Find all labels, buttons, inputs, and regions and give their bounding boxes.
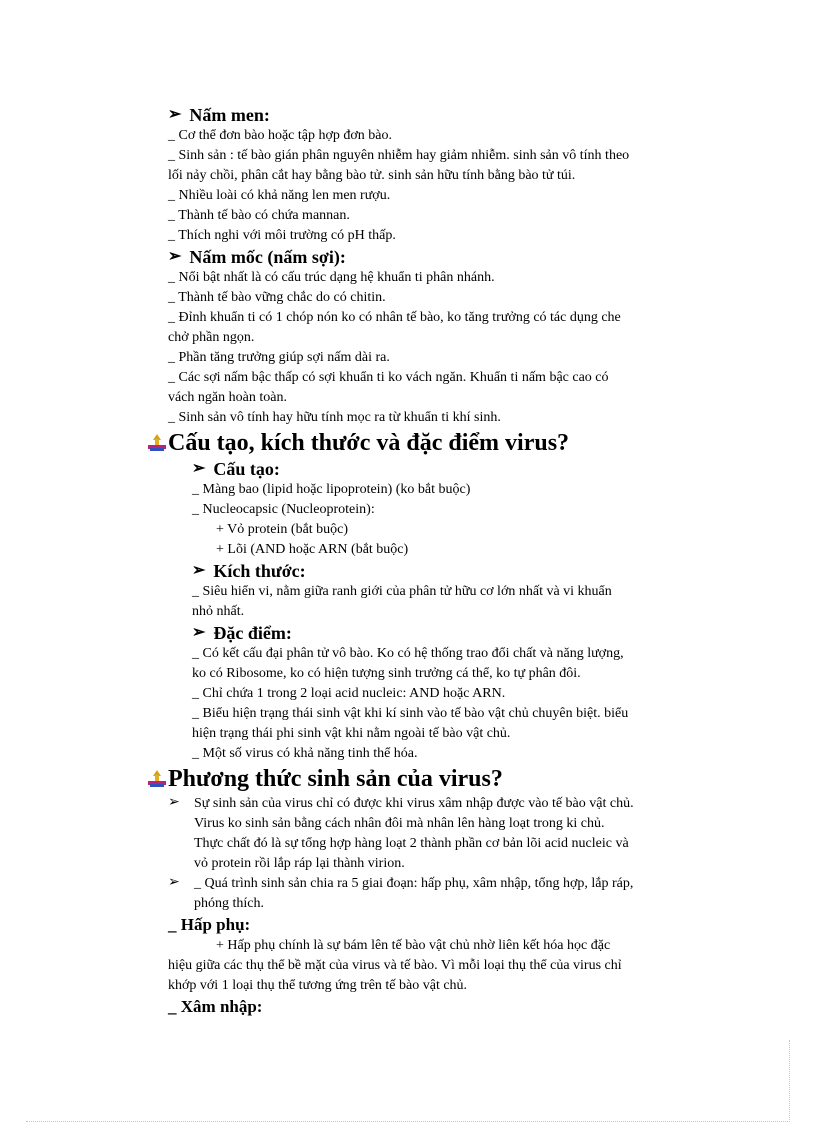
text-line: _ Nhiều loài có khả năng len men rượu.	[168, 188, 391, 203]
text-line: _ Thích nghi với môi trường có pH thấp.	[168, 228, 396, 243]
page-edge-line	[789, 1040, 790, 1122]
section-heading-yeast	[168, 104, 698, 126]
subsection-heading-structure	[192, 458, 698, 480]
text-line: Thực chất đó là sự tổng hợp hàng loạt 2 thành phần cơ bản lõi acid nucleic và	[194, 836, 629, 851]
text-line: khớp với 1 loại thụ thể tương ứng trên tế bào vật chủ.	[168, 978, 468, 993]
text-line: _ Thành tế bào có chứa mannan.	[168, 208, 350, 223]
section-heading-virus-structure	[146, 428, 698, 458]
text-line: chở phần ngọn.	[168, 330, 255, 345]
section-heading-mold	[168, 246, 698, 268]
text-line: _ Siêu hiển vi, nằm giữa ranh giới của phân tử hữu cơ lớn nhất và vi khuẩn	[192, 584, 612, 599]
text-line: _ Sinh sản vô tính hay hữu tính mọc ra từ khuẩn ti khí sinh.	[168, 410, 501, 425]
arrow-bullet-icon: ➢	[168, 248, 182, 265]
text-line: _ Nucleocapsic (Nucleoprotein):	[192, 502, 375, 517]
arrow-bullet-icon: ➢	[168, 875, 180, 890]
pushpin-bullet-icon	[146, 432, 168, 454]
text-line: hiện trạng thái phi sinh vật khi nằm ngoài tế bào vật chủ.	[192, 726, 511, 741]
text-line: _ Có kết cấu đại phân tử vô bào. Ko có hệ thống trao đổi chất và năng lượng,	[192, 646, 624, 661]
text-line: _ Đỉnh khuẩn ti có 1 chóp nón ko có nhân tế bào, ko tăng trưởng có tác dụng che	[168, 310, 621, 325]
arrow-bullet-icon: ➢	[168, 795, 180, 810]
heading-text: Kích thước:	[213, 561, 306, 581]
text-line: _ Biểu hiện trạng thái sinh vật khi kí sinh vào tế bào vật chủ chuyên biệt. biểu	[192, 706, 629, 721]
text-line: nhỏ nhất.	[192, 604, 245, 619]
list-item	[168, 794, 698, 874]
page-edge-line	[26, 1121, 790, 1122]
section-heading-virus-reproduction	[146, 764, 698, 794]
text-line: hiệu giữa các thụ thể bề mặt của virus và tế bào. Vì mỗi loại thụ thể của virus chỉ	[168, 958, 622, 973]
text-line: _ Thành tế bào vững chắc do có chitin.	[168, 290, 386, 305]
arrow-bullet-icon: ➢	[192, 624, 206, 641]
subsection-heading-traits	[192, 622, 698, 644]
heading-text: Nấm men:	[189, 105, 270, 125]
arrow-bullet-icon: ➢	[168, 106, 182, 123]
text-line: + Vỏ protein (bắt buộc)	[216, 522, 349, 537]
heading-text: Đặc điểm:	[213, 623, 292, 643]
text-line: _ Màng bao (lipid hoặc lipoprotein) (ko bắt buộc)	[192, 482, 471, 497]
text-line: vách ngăn hoàn toàn.	[168, 390, 287, 405]
list-item	[168, 874, 698, 914]
text-line: + Hấp phụ chính là sự bám lên tế bào vật chủ nhờ liên kết hóa học đặc	[216, 938, 611, 953]
text-line: _ Nổi bật nhất là có cấu trúc dạng hệ khuẩn ti phân nhánh.	[168, 270, 495, 285]
arrow-bullet-icon: ➢	[192, 460, 206, 477]
text-line: _ Một số virus có khả năng tinh thể hóa.	[192, 746, 418, 761]
text-line: Virus ko sinh sản bằng cách nhân đôi mà nhân lên hàng loạt trong ki chủ.	[194, 816, 605, 831]
text-line: _ Cơ thể đơn bào hoặc tập hợp đơn bào.	[168, 128, 393, 143]
document-content	[168, 104, 698, 1018]
text-line: _ Phần tăng trưởng giúp sợi nấm dài ra.	[168, 350, 390, 365]
pushpin-bullet-icon	[146, 768, 168, 790]
text-line: vỏ protein rồi lắp ráp lại thành virion.	[194, 856, 405, 871]
text-line: _ Quá trình sinh sản chia ra 5 giai đoạn: hấp phụ, xâm nhập, tổng hợp, lắp ráp,	[194, 876, 634, 891]
text-line: + Lõi (AND hoặc ARN (bắt buộc)	[216, 542, 409, 557]
heading-text: Phương thức sinh sản của virus?	[168, 766, 503, 792]
heading-text: Cấu tạo, kích thước và đặc điểm virus?	[168, 430, 570, 456]
text-line: _ Chỉ chứa 1 trong 2 loại acid nucleic: AND hoặc ARN.	[192, 686, 506, 701]
arrow-bullet-icon: ➢	[192, 562, 206, 579]
text-line: lối nảy chồi, phân cắt hay bằng bào tử. sinh sản hữu tính bằng bào tử túi.	[168, 168, 576, 183]
subsection-heading-adsorption: _ Hấp phụ:	[168, 915, 251, 934]
subsection-heading-penetration: _ Xâm nhập:	[168, 997, 263, 1016]
text-line: phóng thích.	[194, 896, 264, 911]
heading-text: Cấu tạo:	[213, 459, 280, 479]
text-line: Sự sinh sản của virus chỉ có được khi virus xâm nhập được vào tế bào vật chủ.	[194, 796, 634, 811]
text-line: _ Sinh sản : tế bào gián phân nguyên nhiễm hay giảm nhiễm. sinh sản vô tính theo	[168, 148, 630, 163]
subsection-heading-size	[192, 560, 698, 582]
text-line: _ Các sợi nấm bậc thấp có sợi khuẩn ti ko vách ngăn. Khuẩn ti nấm bậc cao có	[168, 370, 609, 385]
heading-text: Nấm mốc (nấm sợi):	[189, 247, 346, 267]
text-line: ko có Ribosome, ko có hiện tượng sinh trưởng cá thể, ko tự phân đôi.	[192, 666, 581, 681]
